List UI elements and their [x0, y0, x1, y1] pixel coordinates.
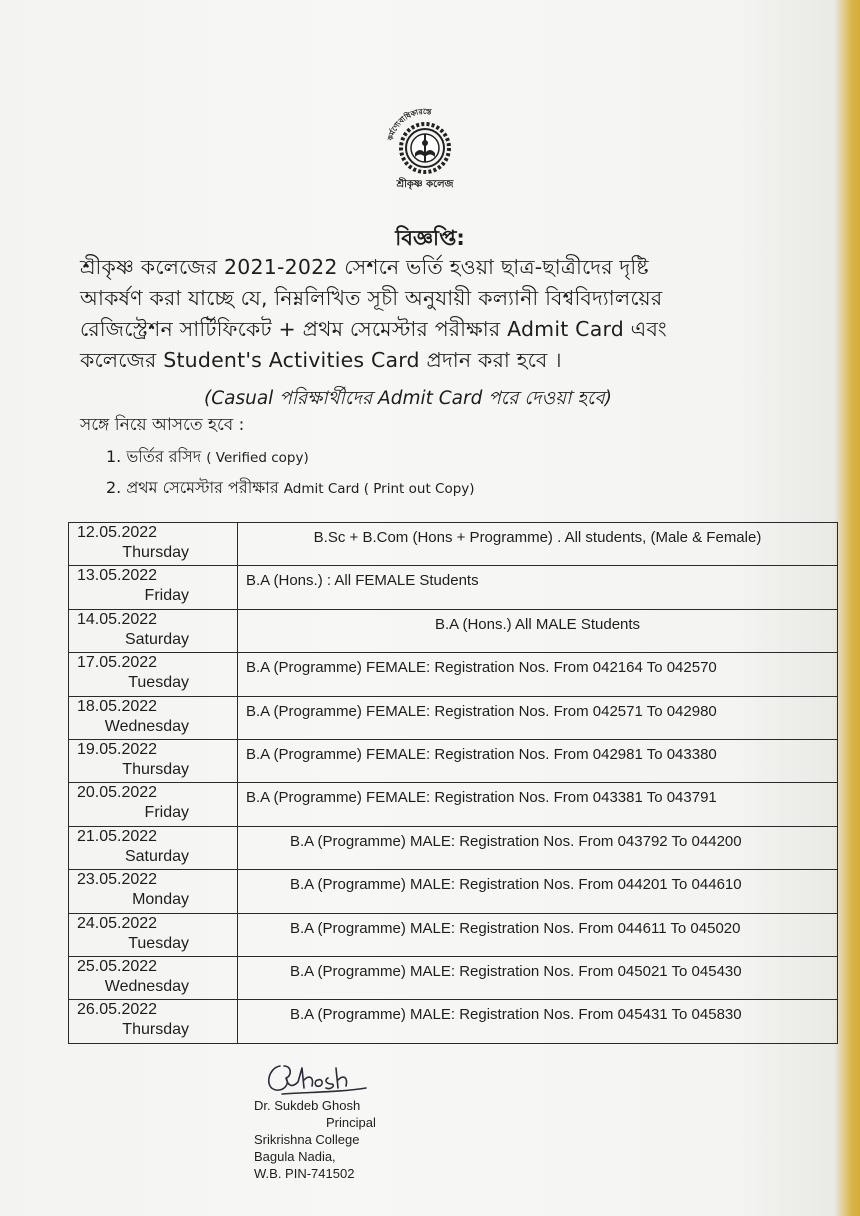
college-emblem-icon: [382, 103, 468, 191]
row-day: Wednesday: [104, 717, 189, 735]
notice-line: শ্রীকৃষ্ণ কলেজের 2021-2022 সেশনে ভর্তি হওয়া ছাত্র-ছাত্রীদের দৃষ্টি: [80, 255, 649, 279]
notice-title: বিজ্ঞপ্তি:: [395, 226, 465, 250]
row-date: 13.05.2022: [77, 567, 158, 585]
row-day: Thursday: [122, 544, 189, 561]
table-row: [69, 523, 838, 566]
casual-note: (Casual পরিক্ষার্থীদের Admit Card পরে দেওয়া হবে): [204, 388, 612, 409]
notice-body: [80, 252, 720, 376]
row-day: Saturday: [124, 847, 189, 865]
row-group: B.A (Hons.) All MALE Students: [238, 609, 838, 652]
table-row: [69, 1000, 838, 1044]
signatory-pin: W.B. PIN-741502: [254, 1166, 355, 1181]
row-group: B.A (Programme) MALE: Registration Nos. From 045431 To 045830: [238, 1000, 838, 1044]
table-row: [69, 957, 838, 1000]
table-row: [69, 870, 838, 913]
logo-name: শ্রীকৃষ্ণ কলেজ: [396, 179, 454, 190]
row-day: Saturday: [124, 630, 189, 648]
row-day: Tuesday: [128, 674, 189, 692]
row-day: Wednesday: [104, 978, 189, 996]
row-group: B.Sc + B.Com (Hons + Programme) . All students, (Male & Female): [238, 523, 838, 566]
row-date: 25.05.2022: [77, 958, 158, 976]
row-day: Friday: [144, 804, 189, 822]
row-date: 18.05.2022: [77, 697, 158, 715]
row-group: B.A (Programme) MALE: Registration Nos. From 043792 To 044200: [238, 826, 838, 869]
signatory-name: Dr. Sukdeb Ghosh: [254, 1098, 361, 1113]
row-date: 24.05.2022: [77, 914, 158, 932]
principal-signature: [262, 1058, 372, 1098]
documents-list: [106, 442, 475, 504]
notice-line: আকর্ষণ করা যাচ্ছে যে, নিম্নলিখিত সূচী অনুযায়ী কল্যানী বিশ্ববিদ্যালয়ের: [80, 286, 663, 310]
bring-label: সঙ্গে নিয়ে আসতে হবে :: [80, 415, 245, 435]
row-date: 21.05.2022: [77, 827, 158, 845]
notice-line: রেজিস্ট্রেশন সার্টিফিকেট + প্রথম সেমেস্টার পরীক্ষার Admit Card এবং: [80, 317, 667, 341]
schedule-table: [68, 522, 838, 1044]
table-row: [69, 696, 838, 739]
table-row: [69, 913, 838, 956]
row-group: B.A (Programme) FEMALE: Registration Nos. From 042981 To 043380: [238, 740, 838, 783]
table-row: [69, 653, 838, 696]
table-row: [69, 826, 838, 869]
signatory-block: [254, 1097, 376, 1182]
row-date: 19.05.2022: [77, 741, 158, 759]
list-item: 2. প্রথম সেমেস্টার পরীক্ষার Admit Card ( Print out Copy): [106, 478, 475, 497]
table-row: [69, 783, 838, 826]
notice-line: কলেজের Student's Activities Card প্রদান করা হবে ।: [80, 348, 562, 372]
row-day: Friday: [144, 587, 189, 605]
row-date: 20.05.2022: [77, 784, 158, 802]
row-group: B.A (Programme) MALE: Registration Nos. From 044611 To 045020: [238, 913, 838, 956]
row-group: B.A (Programme) FEMALE: Registration Nos. From 042571 To 042980: [238, 696, 838, 739]
signatory-designation: Principal: [326, 1115, 376, 1130]
row-group: B.A (Programme) MALE: Registration Nos. From 044201 To 044610: [238, 870, 838, 913]
row-group: B.A (Hons.) : All FEMALE Students: [238, 566, 838, 609]
row-date: 14.05.2022: [77, 610, 158, 628]
row-group: B.A (Programme) MALE: Registration Nos. From 045021 To 045430: [238, 957, 838, 1000]
row-date: 23.05.2022: [77, 871, 158, 889]
row-date: 12.05.2022: [77, 524, 158, 541]
logo-motto: কর্মণ্যেবাধিকারস্তে: [385, 106, 432, 142]
row-date: 17.05.2022: [77, 654, 158, 672]
row-day: Thursday: [122, 1021, 189, 1039]
signatory-address: Bagula Nadia,: [254, 1149, 336, 1164]
table-row: [69, 740, 838, 783]
table-row: [69, 609, 838, 652]
row-group: B.A (Programme) FEMALE: Registration Nos. From 042164 To 042570: [238, 653, 838, 696]
row-day: Monday: [132, 891, 189, 909]
signatory-institution: Srikrishna College: [254, 1132, 360, 1147]
row-date: 26.05.2022: [77, 1001, 158, 1019]
table-row: [69, 566, 838, 609]
row-group: B.A (Programme) FEMALE: Registration Nos. From 043381 To 043791: [238, 783, 838, 826]
list-item: 1. ভর্তির রসিদ ( Verified copy): [106, 447, 309, 466]
row-day: Thursday: [122, 761, 189, 779]
row-day: Tuesday: [128, 934, 189, 952]
